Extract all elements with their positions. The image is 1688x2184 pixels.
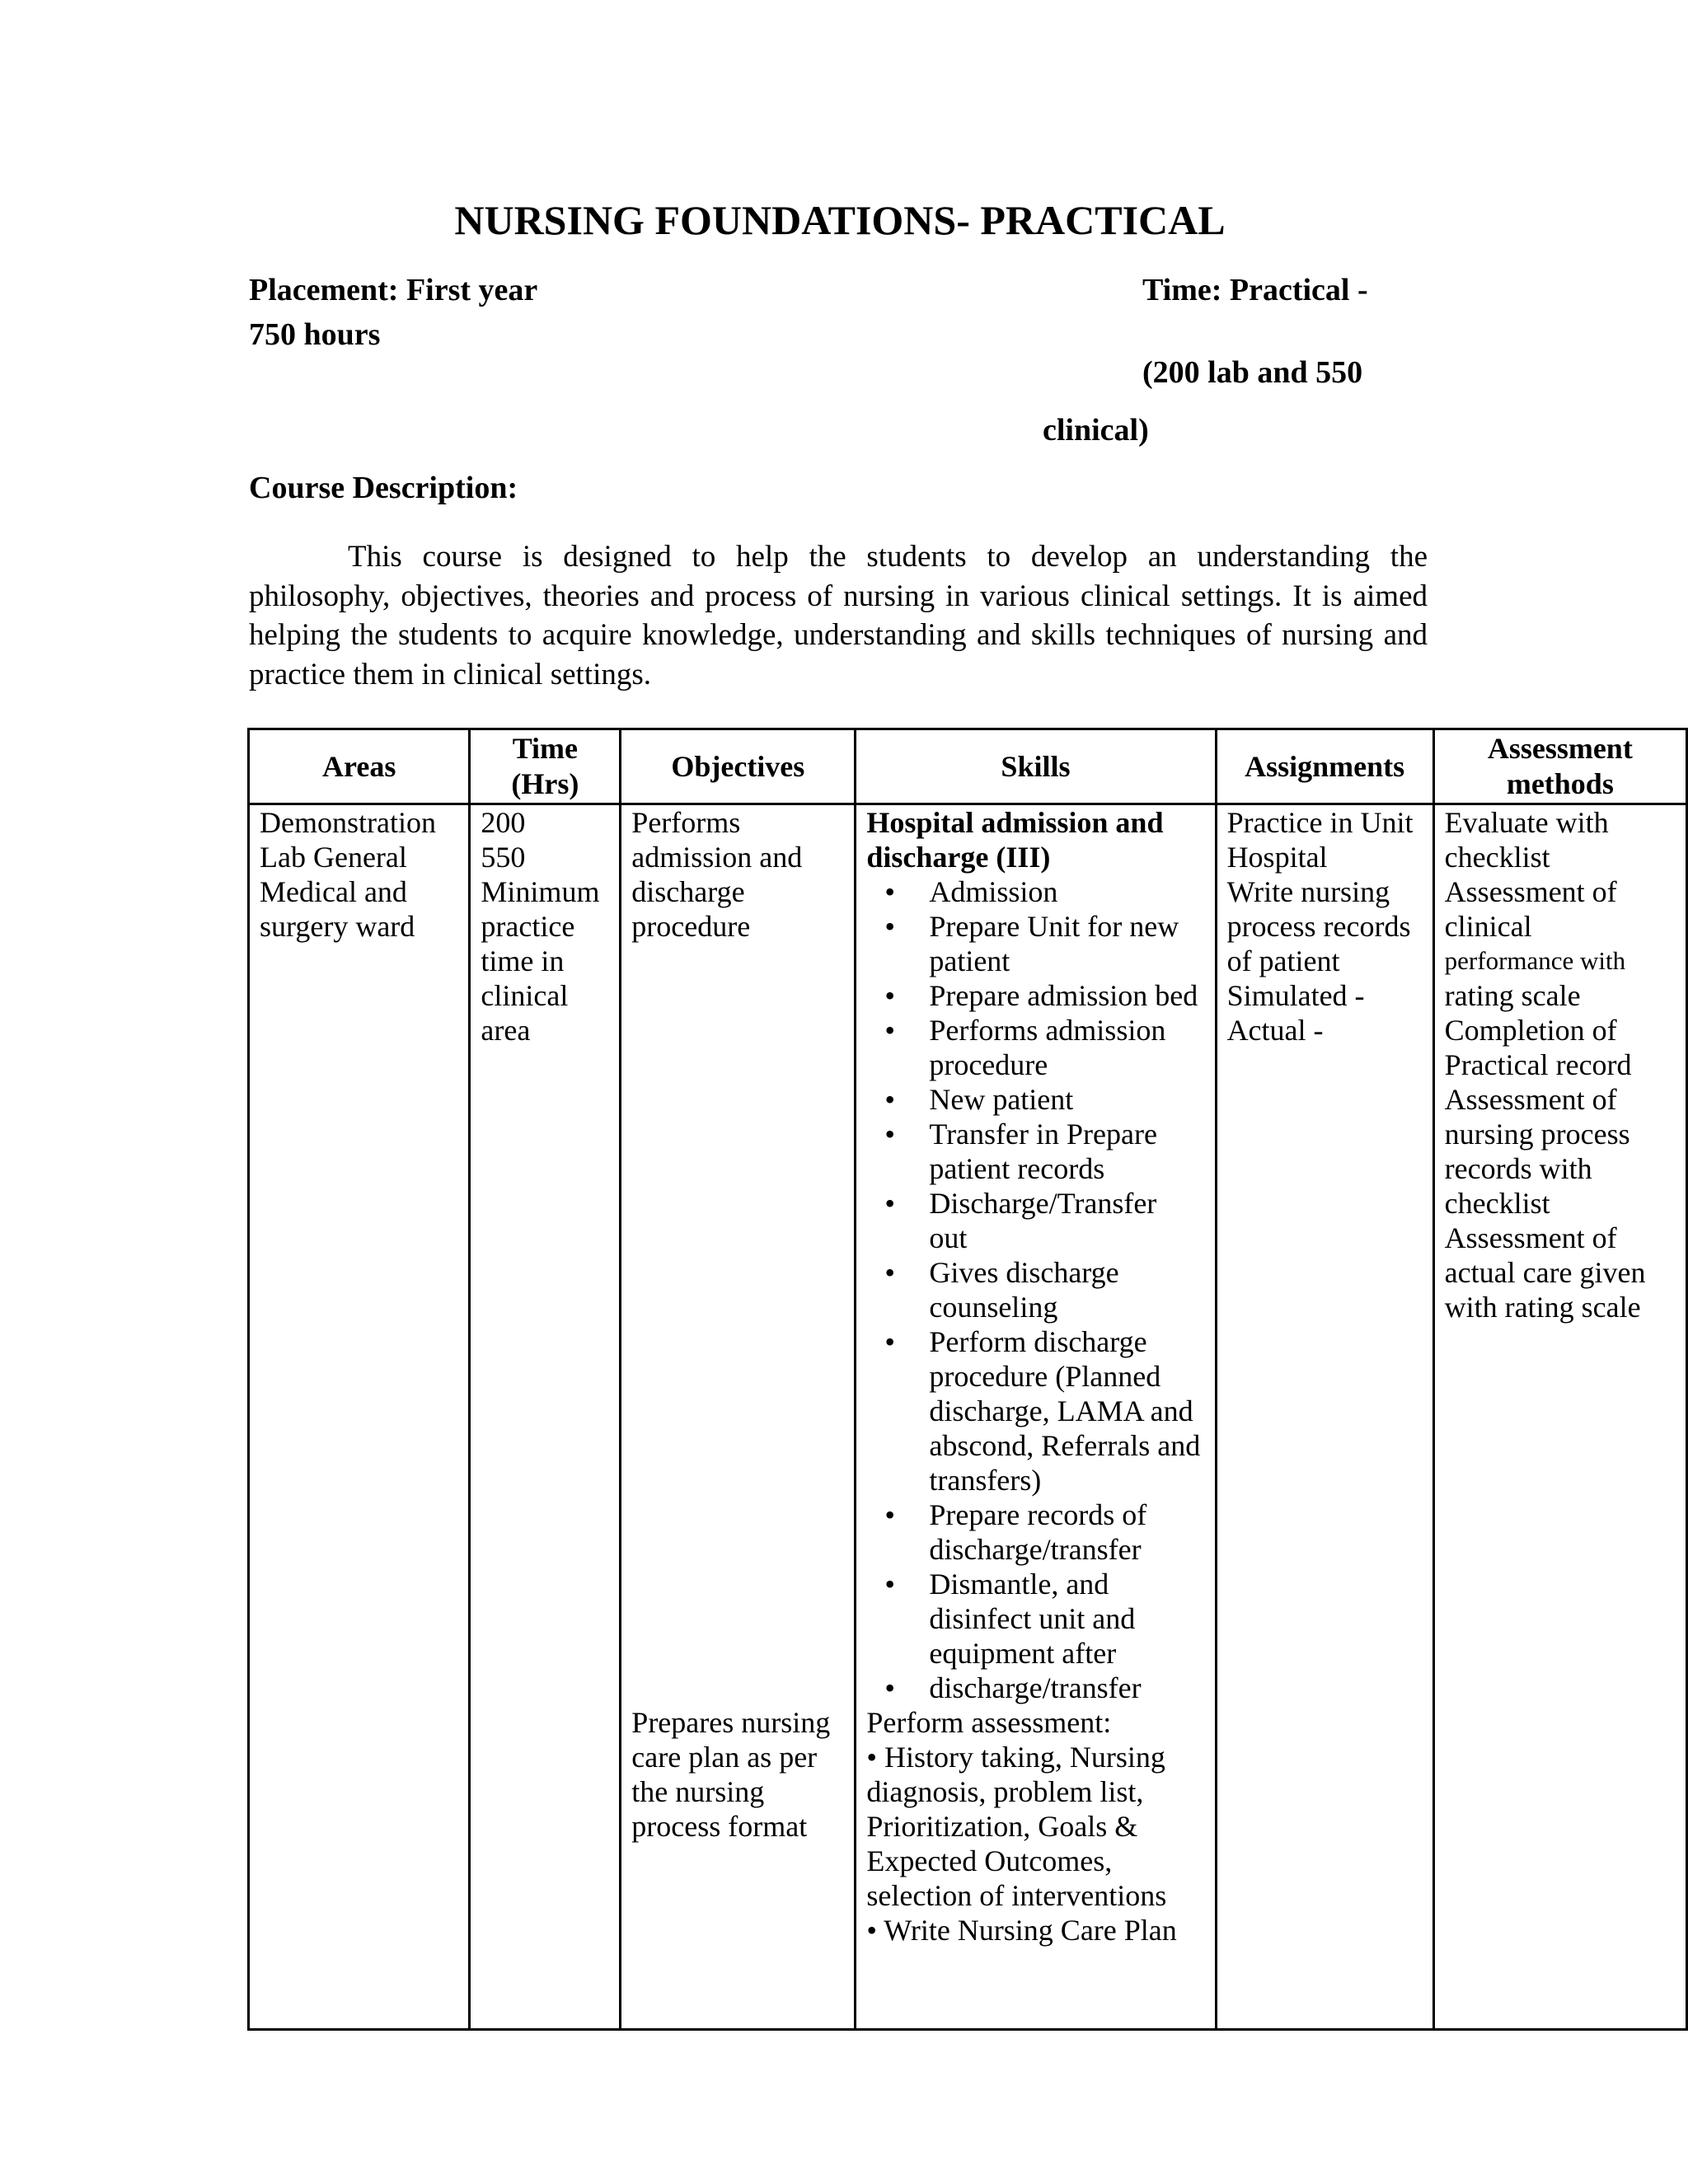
placement-hours: 750 hours [249,317,381,352]
skills-assessment-line: diagnosis, problem list, [866,1775,1144,1808]
skills-heading-line: discharge (III) [866,841,1051,874]
assessment-line: Practical record [1444,1048,1632,1081]
list-item: • Transfer in Prepare patient records [866,1117,1204,1186]
objectives-spacer [631,944,844,1705]
skills-assessment-line: selection of interventions [866,1879,1167,1912]
skills-assessment-line: Expected Outcomes, [866,1844,1113,1877]
header-areas: Areas [249,729,470,804]
objectives-line: process format [631,1810,808,1843]
assignments-line: Practice in Unit [1226,806,1414,839]
objectives-line: Performs [631,806,741,839]
skills-bullet-list [866,874,1204,1705]
header-objectives: Objectives [621,729,856,804]
course-description-heading: Course Description: [249,471,518,505]
assessment-line: Assessment of [1444,1221,1617,1254]
areas-line: Lab General [260,841,407,874]
assignments-line: of patient [1226,944,1340,977]
header-time-line2: (Hrs) [511,767,579,800]
header-assessment-line2: methods [1506,767,1614,800]
areas-line: Medical and [260,875,407,908]
assessment-line: clinical [1444,910,1532,943]
list-item: • Perform discharge procedure (Planned discharge, LAMA and abscond, Referrals and transfers) [866,1324,1204,1497]
assessment-line: rating scale [1444,979,1581,1012]
list-item: • Dismantle, and disinfect unit and equipment after [866,1567,1204,1671]
assessment-line: actual care given [1444,1256,1646,1289]
header-assignments: Assignments [1216,729,1433,804]
time-line: time in [481,944,565,977]
assessment-line: checklist [1444,1187,1550,1220]
cell-assessment-methods [1433,804,1686,2030]
skills-assessment-line: • Write Nursing Care Plan [866,1914,1177,1947]
list-item: • Prepare Unit for new patient [866,909,1204,978]
skills-heading-line: Hospital admission and [866,806,1164,839]
list-item: • Gives discharge counseling [866,1255,1204,1324]
skills-assessment-line: Perform assessment: [866,1706,1112,1739]
assessment-line: Completion of [1444,1014,1617,1047]
skills-assessment-line: Prioritization, Goals & [866,1810,1138,1843]
table-header-row [249,729,1687,804]
time-line: area [481,1014,531,1047]
list-item: • Prepare admission bed [866,978,1204,1013]
cell-time [470,804,621,2030]
objectives-line: the nursing [631,1775,765,1808]
list-item: • Prepare records of discharge/transfer [866,1497,1204,1567]
cell-areas [249,804,470,2030]
list-item: • Performs admission procedure [866,1013,1204,1082]
objectives-line: discharge [631,875,745,908]
time-breakdown-line1: (200 lab and 550 [1142,355,1363,390]
time-line: 200 [481,806,526,839]
objectives-line: admission and [631,841,803,874]
assignments-line: Hospital [1226,841,1328,874]
syllabus-table [247,728,1688,2031]
assignments-line: Simulated - [1226,979,1365,1012]
list-item: • Discharge/Transfer out [866,1186,1204,1255]
assessment-line: Assessment of [1444,1083,1617,1116]
assessment-line: records with [1444,1152,1592,1185]
time-line: Minimum [481,875,600,908]
assessment-line: nursing process [1444,1118,1630,1151]
placement-label: Placement: First year [249,273,538,307]
header-skills: Skills [856,729,1216,804]
course-description-text [249,537,1428,694]
skills-assessment-line: • History taking, Nursing [866,1741,1165,1774]
cell-objectives [621,804,856,2030]
assessment-line: with rating scale [1444,1291,1641,1324]
time-line: 550 [481,841,526,874]
objectives-line: care plan as per [631,1741,818,1774]
cell-skills [856,804,1216,2030]
objectives-line: Prepares nursing [631,1706,831,1739]
list-item: • Admission [866,874,1204,909]
assessment-line: checklist [1444,841,1550,874]
areas-line: surgery ward [260,910,415,943]
time-line: practice [481,910,575,943]
areas-line: Demonstration [260,806,436,839]
time-line: clinical [481,979,569,1012]
assignments-line: Write nursing [1226,875,1390,908]
time-breakdown-line2: clinical) [1043,413,1149,448]
list-item: • discharge/transfer [866,1671,1204,1705]
course-description-rest: philosophy, objectives, theories and process of nursing in various clinical settings. It is aimed helping the students to acquire knowledge, understanding and skills techniques of nursing and practice them in clinical settings. [249,579,1428,691]
assessment-line: Assessment of [1444,875,1617,908]
table-row [249,804,1687,2030]
assessment-line: performance with [1444,946,1626,975]
header-assessment-methods [1433,729,1686,804]
page-title: NURSING FOUNDATIONS- PRACTICAL [454,197,1226,243]
time-label: Time: Practical - [1142,273,1368,307]
assignments-line: process records [1226,910,1411,943]
cell-assignments [1216,804,1433,2030]
header-assessment-line1: Assessment [1487,732,1633,765]
course-description-first-line: This course is designed to help the students to develop an understanding the [348,540,1428,574]
assignments-line: Actual - [1226,1014,1324,1047]
objectives-line: procedure [631,910,751,943]
header-time [470,729,621,804]
assessment-line: Evaluate with [1444,806,1609,839]
header-time-line1: Time [512,732,579,765]
list-item: • New patient [866,1082,1204,1117]
